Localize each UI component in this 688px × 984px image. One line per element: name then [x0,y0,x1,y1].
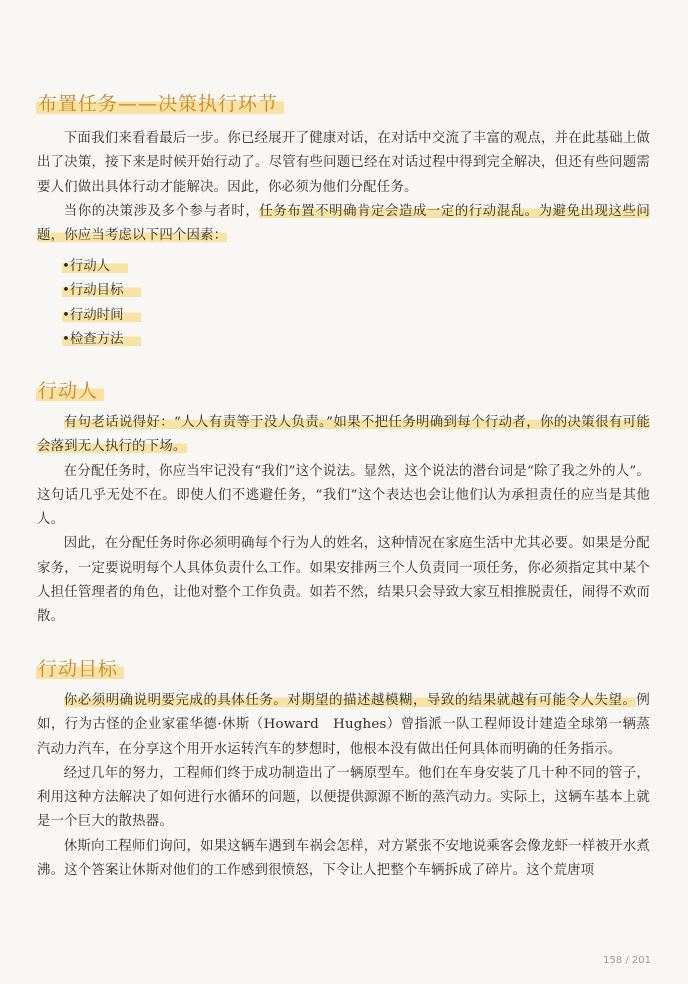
paragraph [37,411,650,460]
section-actor-body [37,411,650,630]
list-item: •行动时间 [62,304,141,328]
paragraph: 休斯向工程师们询问，如果这辆车遇到车祸会怎样，对方紧张不安地说乘客会像龙虾一样被开水煮沸。这个答案让休斯对他们的工作感到很愤怒，下令让人把整个车辆拆成了碎片。这个荒唐项 [37,838,650,879]
paragraph: 下面我们来看看最后一步。你已经展开了健康对话，在对话中交流了丰富的观点，并在此基础上做出了决策，接下来是时候开始行动了。尽管有些问题已经在对话过程中得到完全解决，但还有些问题需要人们做出具体行动才能解决。因此，你必须为他们分配任务。 [37,131,650,195]
section-heading-actor: 行动人 [36,376,104,403]
section-heading-task: 布置任务——决策执行环节 [36,89,284,116]
highlighted-text: 有句老话说得好：“人人有责等于没人负责。”如果不把任务明确到每个行动者，你的决策很有可能会落到无人执行的下场。 [37,415,650,455]
paragraph [37,200,650,249]
list-item: •行动人 [62,255,141,279]
list-item: •行动目标 [62,279,141,303]
section-goal-body [37,689,650,883]
highlighted-text: 你必须明确说明要完成的具体任务。对期望的描述越模糊，导致的结果就越有可能令人失望。 [63,693,637,708]
paragraph: 在分配任务时，你应当牢记没有“我们”这个说法。显然，这个说法的潜台词是“除了我之外的人”。这句话几乎无处不在。即使人们不逃避任务，“我们”这个表达也会让他们认为承担责任的应当是其他人。 [37,463,650,528]
paragraph [37,689,650,762]
plain-text: 例如，行为古怪的企业家霍华德·休斯（Howard Hughes）曾指派一队工程师设计建造全球第一辆蒸汽动力汽车，在分享这个用开水运转汽车的梦想时，他根本没有做出任何具体而明确的任务指示。 [37,693,650,757]
paragraph: 经过几年的努力，工程师们终于成功制造出了一辆原型车。他们在车身安装了几十种不同的管子，利用这种方法解决了如何进行水循环的问题，以便提供源源不断的蒸汽动力。实际上，这辆车基本上就是一个巨大的散热器。 [37,765,650,830]
section-heading-goal: 行动目标 [36,654,124,681]
paragraph: 因此，在分配任务时你必须明确每个行为人的姓名，这种情况在家庭生活中尤其必要。如果是分配家务，一定要说明每个人具体负责什么工作。如果安排两三个人负责同一项任务，你必须指定其中某个人担任管理者的角色，让他对整个工作负责。如若不然，结果只会导致大家互相推脱责任，闹得不欢而散。 [37,536,650,625]
list-item: •检查方法 [62,328,141,352]
highlighted-text: 任务布置不明确肯定会造成一定的行动混乱。为避免出现这些问题，你应当考虑以下四个因素： [37,203,650,244]
factor-list [62,255,141,352]
section-task-body [37,127,650,248]
plain-text: 当你的决策涉及多个参与者时， [63,203,260,219]
page-number: 158 / 201 [603,955,651,966]
